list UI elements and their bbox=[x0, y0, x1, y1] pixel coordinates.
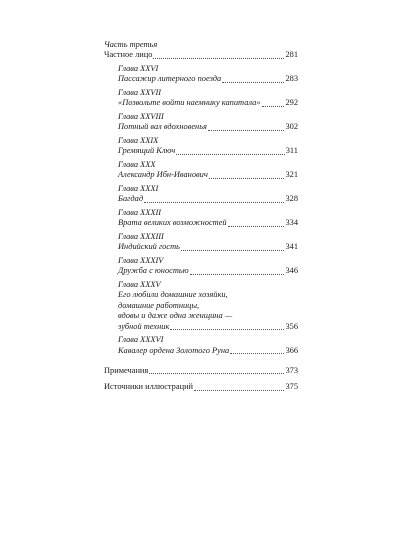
chapter-number: Глава XXXIII bbox=[118, 232, 164, 241]
chapter-title-row bbox=[118, 74, 298, 84]
back-matter-label: Источники иллюстраций bbox=[104, 382, 194, 392]
chapter-page-number: 292 bbox=[285, 98, 298, 108]
chapter-number: Глава XXXIV bbox=[118, 256, 164, 265]
chapter-entry[interactable] bbox=[118, 256, 298, 277]
back-matter-entry[interactable] bbox=[104, 366, 298, 376]
dot-leader bbox=[144, 202, 284, 203]
chapter-number: Глава XXX bbox=[118, 160, 156, 169]
chapter-title: «Позвольте войти наемнику капитала» bbox=[118, 98, 261, 108]
chapter-entry[interactable] bbox=[118, 88, 298, 109]
chapter-title-row bbox=[118, 346, 298, 356]
back-matter-entry[interactable] bbox=[104, 382, 298, 392]
table-of-contents bbox=[104, 40, 298, 393]
part-entry-page: 281 bbox=[285, 50, 298, 60]
chapter-title-row bbox=[118, 122, 298, 132]
dot-leader bbox=[149, 373, 284, 374]
dot-leader bbox=[228, 226, 285, 227]
chapter-title-line: Его любили домашние хозяйки, bbox=[118, 290, 228, 300]
chapter-page-number: 311 bbox=[285, 146, 298, 156]
dot-leader bbox=[170, 329, 284, 330]
chapter-title-line: домашние работницы, bbox=[118, 300, 200, 310]
chapter-title: Врата великих возможностей bbox=[118, 218, 227, 228]
part-entry-row[interactable] bbox=[104, 50, 298, 60]
chapter-number: Глава XXXVI bbox=[118, 335, 164, 345]
chapter-entry[interactable] bbox=[118, 208, 298, 229]
chapter-title: Потный вал вдохновенья bbox=[118, 122, 207, 132]
chapter-number: Глава XXVI bbox=[118, 64, 159, 73]
chapter-number: Глава XXXII bbox=[118, 208, 162, 217]
chapter-entry[interactable] bbox=[118, 280, 298, 332]
chapter-title-row bbox=[118, 218, 298, 228]
back-matter-list bbox=[104, 366, 298, 393]
chapter-entry[interactable] bbox=[118, 136, 298, 157]
dot-leader bbox=[176, 154, 284, 155]
chapter-title-row bbox=[118, 194, 298, 204]
chapter-title: Гремящий Ключ bbox=[118, 146, 176, 156]
part-entry-label: Частное лицо bbox=[104, 50, 153, 60]
chapter-page-number: 341 bbox=[285, 242, 298, 252]
chapter-title-row bbox=[118, 170, 298, 180]
dot-leader bbox=[181, 250, 284, 251]
chapter-number: Глава XXIX bbox=[118, 136, 159, 145]
chapter-title-row bbox=[118, 146, 298, 156]
chapter-entry[interactable] bbox=[118, 232, 298, 253]
chapter-title-row bbox=[118, 98, 298, 108]
chapter-number: Глава XXXV bbox=[118, 280, 161, 289]
chapter-title-row bbox=[118, 242, 298, 252]
chapter-title: Александр Ибн-Иванович bbox=[118, 170, 208, 180]
chapter-entry[interactable] bbox=[118, 335, 298, 356]
dot-leader bbox=[190, 274, 285, 275]
back-matter-page-number: 373 bbox=[285, 366, 298, 376]
chapter-page-number: 366 bbox=[285, 345, 298, 355]
chapter-entry[interactable] bbox=[118, 160, 298, 181]
chapter-number: Глава XXVII bbox=[118, 88, 162, 97]
chapter-page-number: 356 bbox=[285, 321, 298, 331]
chapter-title: Пассажир литерного поезда bbox=[118, 74, 222, 84]
chapter-page-number: 334 bbox=[285, 218, 298, 228]
chapter-title: Индийский гость bbox=[118, 242, 180, 252]
chapter-list bbox=[118, 64, 298, 356]
chapter-number: Глава XXVIII bbox=[118, 112, 164, 121]
chapter-title-row bbox=[118, 322, 298, 332]
dot-leader bbox=[194, 390, 284, 391]
chapter-title: Кавалер ордена Золотого Руна bbox=[118, 345, 230, 355]
chapter-page-number: 302 bbox=[285, 122, 298, 132]
chapter-page-number: 328 bbox=[285, 194, 298, 204]
dot-leader bbox=[153, 58, 284, 59]
chapter-page-number: 346 bbox=[285, 266, 298, 276]
dot-leader bbox=[208, 130, 285, 131]
dot-leader bbox=[209, 178, 285, 179]
chapter-entry[interactable] bbox=[118, 184, 298, 205]
dot-leader bbox=[262, 106, 285, 107]
part-title: Часть третья bbox=[104, 40, 158, 49]
back-matter-label: Примечания bbox=[104, 366, 149, 376]
chapter-entry[interactable] bbox=[118, 64, 298, 85]
chapter-page-number: 283 bbox=[285, 74, 298, 84]
dot-leader bbox=[222, 82, 284, 83]
chapter-number: Глава XXXI bbox=[118, 184, 159, 193]
chapter-title-line: вдовы и даже одна женщина — bbox=[118, 311, 233, 321]
dot-leader bbox=[230, 353, 284, 354]
chapter-page-number: 321 bbox=[285, 170, 298, 180]
back-matter-page-number: 375 bbox=[285, 382, 298, 392]
chapter-title: Багдад bbox=[118, 194, 144, 204]
chapter-entry[interactable] bbox=[118, 112, 298, 133]
chapter-title: Дружба с юностью bbox=[118, 266, 189, 276]
chapter-title-row bbox=[118, 266, 298, 276]
chapter-title: зубной техник bbox=[118, 321, 170, 331]
